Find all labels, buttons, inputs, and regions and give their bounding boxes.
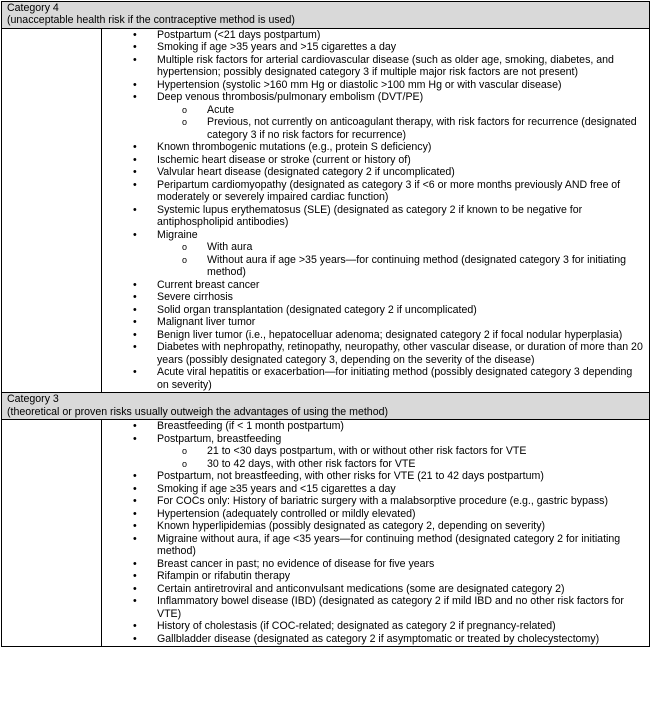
condition-list	[102, 420, 645, 645]
list-item	[102, 91, 645, 141]
category-title: Category 3	[7, 393, 59, 406]
empty-left-cell	[2, 420, 102, 646]
list-item	[102, 316, 645, 329]
category-3-row	[2, 420, 649, 646]
list-item	[102, 329, 645, 342]
category-3-header	[2, 393, 649, 420]
category-title: Category 4	[7, 2, 59, 14]
sub-list-item: o 30 to 42 days, with other risk factors for VTE	[157, 458, 645, 471]
sub-condition-list	[157, 241, 645, 279]
condition-text: Solid organ transplantation (designated category 2 if uncomplicated)	[157, 303, 477, 316]
list-item	[102, 483, 645, 496]
list-item	[102, 79, 645, 92]
list-item	[102, 179, 645, 204]
sub-condition-list	[157, 445, 645, 470]
list-item	[102, 583, 645, 596]
list-item	[102, 520, 645, 533]
list-item	[102, 433, 645, 471]
list-item	[102, 41, 645, 54]
condition-text: Smoking if age ≥35 years and <15 cigarettes a day	[157, 482, 396, 495]
condition-text: Current breast cancer	[157, 278, 260, 291]
sub-list-item: o Without aura if age >35 years—for continuing method (designated category 3 for initiating method)	[157, 254, 645, 279]
condition-text: Acute viral hepatitis or exacerbation—for initiating method (possibly designated category 3 depending on severity)	[157, 366, 633, 391]
condition-text: Hypertension (systolic >160 mm Hg or diastolic >100 mm Hg or with vascular disease)	[157, 78, 562, 91]
list-item	[102, 633, 645, 646]
list-item	[102, 229, 645, 279]
condition-text: History of cholestasis (if COC-related; designated as category 2 if pregnancy-related)	[157, 620, 556, 633]
list-item	[102, 570, 645, 583]
list-item	[102, 533, 645, 558]
list-item	[102, 29, 645, 42]
condition-list	[102, 29, 645, 392]
sub-list-item: o 21 to <30 days postpartum, with or without other risk factors for VTE	[157, 445, 645, 458]
condition-text: Diabetes with nephropathy, retinopathy, neuropathy, other vascular disease, or duration of more than 20 years (possibly designated category 3, depending on the severity of the disease)	[157, 341, 643, 366]
condition-text: Postpartum, breastfeeding	[157, 432, 282, 445]
sub-condition-list	[157, 104, 645, 142]
condition-text: Benign liver tumor (i.e., hepatocelluar adenoma; designated category 2 if focal nodular hyperplasia)	[157, 328, 623, 341]
condition-text: Breastfeeding (if < 1 month postpartum)	[157, 420, 344, 433]
category-subtitle: (unacceptable health risk if the contraceptive method is used)	[7, 14, 295, 27]
condition-text: Systemic lupus erythematosus (SLE) (designated as category 2 if known to be negative for antiphospholipid antibodies)	[157, 203, 583, 229]
list-item	[102, 154, 645, 167]
condition-text: Breast cancer in past; no evidence of disease for five years	[157, 557, 435, 570]
condition-text: Malignant liver tumor	[157, 316, 256, 329]
list-item	[102, 279, 645, 292]
category-4-row	[2, 29, 649, 394]
condition-text: Known thrombogenic mutations (e.g., protein S deficiency)	[157, 141, 432, 154]
condition-text: Migraine	[157, 228, 198, 241]
contraceptive-category-table	[1, 1, 650, 647]
list-item	[102, 54, 645, 79]
condition-text: Migraine without aura, if age <35 years—for continuing method (designated category 2 for initiating method)	[157, 532, 621, 558]
empty-left-cell	[2, 29, 102, 393]
condition-text: Valvular heart disease (designated category 2 if uncomplicated)	[157, 166, 455, 179]
condition-text: Postpartum, not breastfeeding, with other risks for VTE (21 to 42 days postpartum)	[157, 470, 544, 483]
condition-text: Rifampin or rifabutin therapy	[157, 570, 291, 583]
sub-list-item: o With aura	[157, 241, 645, 254]
list-item	[102, 166, 645, 179]
condition-text: Deep venous thrombosis/pulmonary embolism (DVT/PE)	[157, 91, 424, 104]
sub-list-item: o Previous, not currently on anticoagulant therapy, with risk factors for recurrence (designated category 3 if no risk factors for recurrence)	[157, 116, 645, 141]
list-item	[102, 141, 645, 154]
list-item	[102, 341, 645, 366]
list-item	[102, 204, 645, 229]
list-item	[102, 304, 645, 317]
list-item	[102, 595, 645, 620]
category-4-conditions	[102, 29, 649, 393]
list-item	[102, 420, 645, 433]
list-item	[102, 558, 645, 571]
category-subtitle: (theoretical or proven risks usually outweigh the advantages of using the method)	[7, 405, 389, 418]
condition-text: Known hyperlipidemias (possibly designated as category 2, depending on severity)	[157, 520, 546, 533]
list-item	[102, 366, 645, 391]
sub-list-item: o Acute	[157, 104, 645, 117]
condition-text: Hypertension (adequately controlled or mildly elevated)	[157, 507, 416, 520]
list-item	[102, 508, 645, 521]
category-3-conditions	[102, 420, 649, 646]
condition-text: Inflammatory bowel disease (IBD) (designated as category 2 if mild IBD and no other risk factors for VTE)	[157, 595, 624, 620]
condition-text: Multiple risk factors for arterial cardiovascular disease (such as older age, smoking, diabetes, and hypertension; possibly designated category 3 if multiple major risk factors are not present)	[157, 53, 614, 79]
list-item	[102, 620, 645, 633]
condition-text: Certain antiretroviral and anticonvulsant medications (some are designated category 2)	[157, 582, 565, 595]
condition-text: Postpartum (<21 days postpartum)	[157, 28, 321, 41]
list-item	[102, 291, 645, 304]
category-4-header	[2, 2, 649, 29]
condition-text: Ischemic heart disease or stroke (current or history of)	[157, 153, 411, 166]
list-item	[102, 495, 645, 508]
list-item	[102, 470, 645, 483]
condition-text: Peripartum cardiomyopathy (designated as category 3 if <6 or more months previously AND free of moderately or severely impaired cardiac function)	[157, 178, 621, 204]
condition-text: Smoking if age >35 years and >15 cigarettes a day	[157, 41, 397, 54]
condition-text: Gallbladder disease (designated as category 2 if asymptomatic or treated by cholecystectomy)	[157, 632, 600, 645]
condition-text: For COCs only: History of bariatric surgery with a malabsorptive procedure (e.g., gastric bypass)	[157, 495, 608, 508]
condition-text: Severe cirrhosis	[157, 291, 233, 304]
